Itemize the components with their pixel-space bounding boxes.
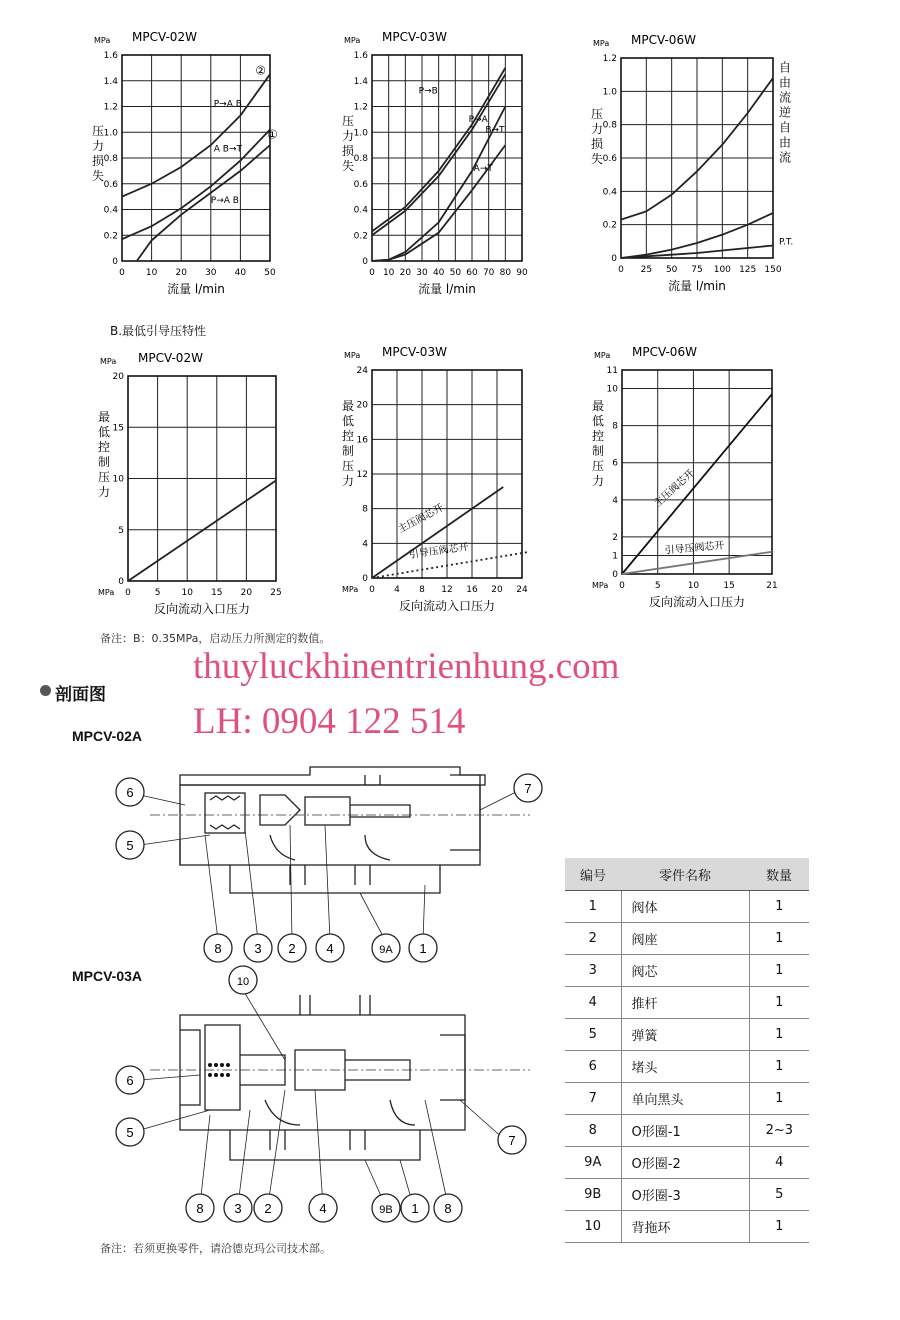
series-line — [137, 145, 270, 261]
note-parts: 备注：若须更换零件，请洽德克玛公司技术部。 — [100, 1242, 331, 1255]
x-axis-label: 流量 l/min — [418, 282, 476, 296]
table-row — [565, 955, 809, 987]
svg-text:7: 7 — [524, 781, 532, 796]
table-row — [565, 923, 809, 955]
x-tick-label: 0 — [369, 268, 375, 278]
curve-label: 逆自由流 — [779, 105, 792, 165]
series-line — [372, 552, 528, 578]
curve-label: ② — [255, 63, 266, 78]
x-tick-label: 75 — [691, 265, 703, 275]
y-tick-label: 0.4 — [602, 187, 617, 198]
table-row — [565, 1147, 809, 1179]
curve-label: 引导压阀芯开 — [408, 541, 470, 562]
y-tick-label: 0.6 — [602, 154, 617, 164]
y-tick-label: 1 — [612, 551, 618, 562]
x-tick-label: 0 — [618, 265, 624, 275]
chart-title: MPCV-03W — [382, 345, 447, 359]
y-tick-label: 15 — [112, 423, 124, 434]
table-row — [565, 987, 809, 1019]
callout-bubble — [372, 1194, 400, 1222]
series-line — [128, 481, 276, 581]
y-tick-label: 1.0 — [103, 128, 118, 139]
part-number: 8 — [565, 1115, 621, 1147]
part-number: 7 — [565, 1083, 621, 1115]
x-tick-label: 20 — [175, 268, 187, 278]
callout-bubble — [244, 934, 272, 962]
part-name: O形圈-1 — [621, 1115, 749, 1147]
x-tick-label: 10 — [145, 268, 158, 278]
y-unit: MPa — [100, 357, 117, 366]
chart-title: MPCV-02W — [132, 30, 197, 44]
x-tick-label: 4 — [394, 585, 400, 595]
table-row — [565, 1019, 809, 1051]
model-label-02a: MPCV-02A — [72, 728, 143, 744]
callout-bubble — [514, 774, 542, 802]
header-part-name: 零件名称 — [621, 858, 749, 891]
y-tick-label: 1.0 — [353, 128, 368, 139]
svg-text:5: 5 — [126, 838, 134, 853]
table-row — [565, 1051, 809, 1083]
section-title: 剖面图 — [55, 685, 106, 705]
svg-text:3: 3 — [234, 1201, 242, 1216]
y-tick-label: 0 — [362, 574, 368, 584]
part-quantity: 1 — [749, 1019, 809, 1051]
x-tick-label: 20 — [491, 585, 503, 595]
table-row — [565, 1115, 809, 1147]
curve-label: B→T — [485, 125, 505, 136]
y-tick-label: 0.6 — [103, 179, 118, 190]
x-tick-label: 30 — [205, 268, 217, 278]
x-axis-label: 反向流动入口压力 — [648, 595, 746, 609]
y-tick-label: 2 — [612, 532, 618, 543]
x-tick-label: 12 — [441, 585, 453, 595]
callout-bubble — [254, 1194, 282, 1222]
y-tick-label: 1.6 — [103, 51, 118, 61]
table-row — [565, 1179, 809, 1211]
chart-title: MPCV-06W — [631, 33, 696, 47]
part-number: 6 — [565, 1051, 621, 1083]
y-tick-label: 0 — [118, 577, 124, 587]
y-tick-label: 0.8 — [103, 154, 118, 164]
part-number: 3 — [565, 955, 621, 987]
x-tick-label: 10 — [382, 268, 395, 278]
chart-title: MPCV-02W — [138, 351, 203, 365]
curve-label: A B→T — [213, 144, 242, 155]
part-number: 9B — [565, 1179, 621, 1211]
y-tick-label: 20 — [356, 400, 368, 411]
x-tick-label: 10 — [181, 588, 193, 598]
chart-mpcv-06w-min-pilot — [590, 342, 790, 622]
x-tick-label: 100 — [713, 265, 731, 275]
curve-label: P→B — [418, 86, 438, 97]
y-tick-label: 0 — [112, 257, 118, 267]
curve-label: P.T. — [779, 237, 794, 248]
x-tick-label: 24 — [516, 585, 528, 595]
x-tick-label: 0 — [125, 588, 131, 598]
part-quantity: 1 — [749, 891, 809, 923]
callout-bubble — [498, 1126, 526, 1154]
y-tick-label: 11 — [606, 366, 618, 376]
y-tick-label: 0 — [611, 254, 617, 264]
svg-text:6: 6 — [126, 785, 134, 800]
x-tick-label: 0 — [369, 585, 375, 595]
y-tick-label: 0.4 — [353, 205, 368, 216]
callout-bubble — [229, 966, 257, 994]
y-tick-label: 4 — [612, 495, 618, 506]
y-tick-label: 1.2 — [103, 102, 118, 113]
y-tick-label: 0.2 — [103, 231, 118, 242]
part-quantity: 4 — [749, 1147, 809, 1179]
header-quantity: 数量 — [749, 858, 809, 891]
chart-mpcv-03w-min-pilot — [340, 342, 540, 622]
curve-label: P→A B — [210, 196, 239, 207]
x-tick-label: 40 — [432, 268, 445, 278]
y-tick-label: 6 — [612, 458, 618, 469]
x-tick-label: 15 — [211, 588, 223, 598]
chart-title: MPCV-06W — [632, 345, 697, 359]
x-tick-label: 21 — [766, 581, 778, 591]
part-name: 单向黑头 — [621, 1083, 749, 1115]
x-tick-label: 25 — [270, 588, 282, 598]
x-tick-label: 90 — [516, 268, 528, 278]
y-tick-label: 1.4 — [103, 76, 118, 87]
y-axis-label: 最低控制压力 — [98, 410, 111, 499]
x-tick-label: 125 — [739, 265, 757, 275]
curve-label: 引导压阀芯开 — [664, 540, 725, 557]
part-number: 4 — [565, 987, 621, 1019]
series-line — [122, 74, 270, 196]
x-tick-label: 10 — [687, 581, 700, 591]
x-tick-label: 30 — [416, 268, 428, 278]
table-row — [565, 1083, 809, 1115]
svg-text:9A: 9A — [379, 944, 393, 956]
x-tick-label: 20 — [399, 268, 412, 278]
part-quantity: 5 — [749, 1179, 809, 1211]
x-tick-label: 150 — [764, 265, 782, 275]
y-unit: MPa — [594, 351, 611, 360]
callout-bubble — [116, 831, 144, 859]
y-tick-label: 0.8 — [602, 120, 617, 131]
svg-text:7: 7 — [508, 1133, 516, 1148]
part-number: 9A — [565, 1147, 621, 1179]
callout-bubble — [372, 934, 400, 962]
y-tick-label: 0.2 — [602, 220, 617, 231]
x-unit: MPa — [342, 585, 359, 594]
x-unit: MPa — [592, 581, 609, 590]
part-quantity: 1 — [749, 987, 809, 1019]
note-b: 备注：B：0.35MPa，启动压力所测定的数值。 — [100, 632, 331, 645]
y-axis-label: 压力损失 — [342, 114, 355, 173]
svg-text:9B: 9B — [379, 1204, 393, 1216]
callout-bubble — [409, 934, 437, 962]
callout-bubble — [186, 1194, 214, 1222]
y-tick-label: 12 — [356, 470, 368, 480]
x-tick-label: 60 — [466, 268, 478, 278]
watermark-phone: LH: 0904 122 514 — [193, 701, 466, 742]
curve-label: 主压阀芯开 — [396, 502, 446, 536]
chart-mpcv-06w-pressure-loss — [585, 30, 800, 305]
callout-bubble — [316, 934, 344, 962]
y-tick-label: 5 — [118, 525, 124, 536]
y-tick-label: 24 — [356, 366, 368, 376]
callout-bubble — [116, 1118, 144, 1146]
curve-label: ① — [267, 127, 278, 142]
part-quantity: 1 — [749, 923, 809, 955]
svg-text:1: 1 — [411, 1201, 419, 1216]
parts-table-header — [565, 858, 809, 891]
cross-section-02a — [110, 755, 555, 970]
section-b-label: B.最低引导压特性 — [110, 324, 207, 338]
y-unit: MPa — [344, 36, 361, 45]
x-tick-label: 50 — [264, 268, 276, 278]
y-tick-label: 1.6 — [353, 51, 368, 61]
part-name: 堵头 — [621, 1051, 749, 1083]
svg-text:4: 4 — [319, 1201, 327, 1216]
x-tick-label: 70 — [482, 268, 495, 278]
curve-label: 主压阀芯开 — [652, 467, 697, 510]
model-label-03a: MPCV-03A — [72, 968, 143, 984]
chart-mpcv-02w-min-pilot — [90, 352, 290, 622]
x-axis-label: 流量 l/min — [668, 279, 726, 293]
y-tick-label: 8 — [612, 421, 618, 432]
x-tick-label: 16 — [466, 585, 478, 595]
part-number: 10 — [565, 1211, 621, 1243]
cross-section-03a — [110, 960, 555, 1230]
part-name: 弹簧 — [621, 1019, 749, 1051]
callout-bubble — [204, 934, 232, 962]
callout-bubble — [116, 778, 144, 806]
curve-label: 自由流 — [779, 60, 792, 105]
y-tick-label: 0.4 — [103, 205, 118, 216]
x-tick-label: 50 — [449, 268, 462, 278]
part-name: 阀芯 — [621, 955, 749, 987]
svg-text:4: 4 — [326, 941, 334, 956]
x-tick-label: 50 — [665, 265, 678, 275]
part-quantity: 1 — [749, 955, 809, 987]
callout-bubble — [278, 934, 306, 962]
parts-table — [565, 858, 809, 1243]
callout-bubble — [224, 1194, 252, 1222]
x-tick-label: 5 — [154, 588, 161, 598]
part-name: O形圈-2 — [621, 1147, 749, 1179]
x-tick-label: 5 — [654, 581, 661, 591]
curve-label: P→A B — [213, 99, 242, 110]
part-number: 5 — [565, 1019, 621, 1051]
svg-text:8: 8 — [214, 941, 222, 956]
y-tick-label: 0.2 — [353, 231, 368, 242]
y-tick-label: 0 — [612, 570, 618, 580]
callout-bubble — [116, 1066, 144, 1094]
y-tick-label: 10 — [606, 384, 618, 395]
chart-mpcv-02w-pressure-loss — [90, 30, 290, 305]
y-tick-label: 20 — [112, 372, 124, 382]
part-name: 阀体 — [621, 891, 749, 923]
x-axis-label: 反向流动入口压力 — [153, 602, 251, 616]
callout-bubble — [401, 1194, 429, 1222]
table-row — [565, 1211, 809, 1243]
x-tick-label: 20 — [240, 588, 253, 598]
svg-text:2: 2 — [288, 941, 296, 956]
series-line — [122, 130, 270, 239]
y-tick-label: 0 — [362, 257, 368, 267]
x-tick-label: 0 — [119, 268, 125, 278]
part-quantity: 2~3 — [749, 1115, 809, 1147]
part-name: 阀座 — [621, 923, 749, 955]
part-quantity: 1 — [749, 1051, 809, 1083]
y-axis-label: 最低控制压力 — [592, 399, 605, 488]
part-name: 推杆 — [621, 987, 749, 1019]
y-tick-label: 1.2 — [602, 54, 617, 64]
y-tick-label: 0.8 — [353, 154, 368, 164]
y-tick-label: 10 — [112, 474, 124, 485]
x-tick-label: 40 — [234, 268, 247, 278]
table-row — [565, 891, 809, 923]
svg-text:5: 5 — [126, 1125, 134, 1140]
x-tick-label: 80 — [499, 268, 512, 278]
y-tick-label: 4 — [362, 539, 368, 550]
y-tick-label: 1.0 — [602, 87, 617, 98]
y-tick-label: 1.4 — [353, 76, 368, 87]
y-tick-label: 16 — [356, 435, 368, 446]
svg-text:6: 6 — [126, 1073, 134, 1088]
section-bullet-icon — [40, 685, 51, 696]
x-axis-label: 流量 l/min — [167, 282, 225, 296]
header-number: 编号 — [565, 858, 621, 891]
x-tick-label: 0 — [619, 581, 625, 591]
svg-text:10: 10 — [236, 976, 250, 988]
y-tick-label: 1.2 — [353, 102, 368, 113]
y-unit: MPa — [94, 36, 111, 45]
y-unit: MPa — [593, 39, 610, 48]
svg-text:8: 8 — [196, 1201, 204, 1216]
part-number: 1 — [565, 891, 621, 923]
part-name: O形圈-3 — [621, 1179, 749, 1211]
svg-text:2: 2 — [264, 1201, 272, 1216]
y-unit: MPa — [344, 351, 361, 360]
y-tick-label: 8 — [362, 504, 368, 515]
x-tick-label: 15 — [723, 581, 735, 591]
x-axis-label: 反向流动入口压力 — [398, 599, 496, 613]
curve-label: A→T — [473, 163, 493, 174]
y-tick-label: 0.6 — [353, 179, 368, 190]
chart-title: MPCV-03W — [382, 30, 447, 44]
part-name: 背拖环 — [621, 1211, 749, 1243]
svg-text:1: 1 — [419, 941, 427, 956]
watermark-site: thuyluckhinentrienhung.com — [193, 646, 620, 687]
curve-label: P→A — [468, 114, 488, 125]
part-quantity: 1 — [749, 1211, 809, 1243]
x-tick-label: 8 — [419, 585, 425, 595]
series-line — [372, 487, 503, 578]
chart-mpcv-03w-pressure-loss — [330, 30, 540, 305]
y-axis-label: 压力损失 — [92, 124, 105, 183]
x-tick-label: 25 — [640, 265, 653, 275]
svg-text:8: 8 — [444, 1201, 452, 1216]
y-axis-label: 最低控制压力 — [342, 399, 355, 488]
y-axis-label: 压力损失 — [591, 107, 604, 166]
callout-bubble — [309, 1194, 337, 1222]
part-number: 2 — [565, 923, 621, 955]
part-quantity: 1 — [749, 1083, 809, 1115]
x-unit: MPa — [98, 588, 115, 597]
callout-bubble — [434, 1194, 462, 1222]
svg-text:3: 3 — [254, 941, 262, 956]
